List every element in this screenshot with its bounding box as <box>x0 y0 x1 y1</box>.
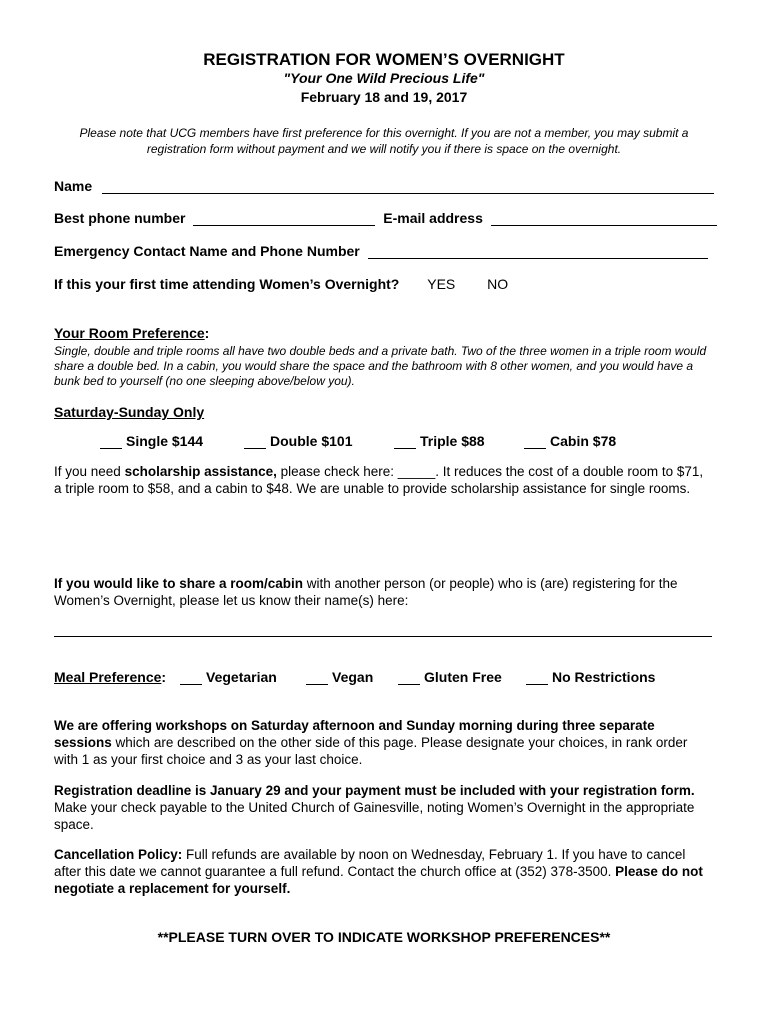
share-bold: If you would like to share a room/cabin <box>54 576 304 591</box>
email-field[interactable] <box>491 211 717 226</box>
room-option-label: Single $144 <box>126 433 204 449</box>
cancellation-paragraph <box>54 846 714 897</box>
checkbox-line <box>526 672 548 685</box>
checkbox-line <box>100 436 122 449</box>
workshops-paragraph <box>54 717 714 768</box>
room-heading-text: Your Room Preference <box>54 325 205 341</box>
meal-option-label: Vegan <box>332 669 374 685</box>
phone-label: Best phone number <box>54 210 186 226</box>
meal-option-gluten-free[interactable] <box>398 669 502 685</box>
checkbox-line <box>306 672 328 685</box>
share-text: with another person (or people) who is (are) registering for the Women’s Overnight, please let us know their name(s) here: <box>54 576 678 608</box>
first-time-label: If this your first time attending Women’s Overnight? <box>54 276 400 292</box>
meal-option-vegetarian[interactable] <box>180 669 277 685</box>
name-label: Name <box>54 178 93 194</box>
no-option[interactable]: NO <box>487 276 509 292</box>
room-description: Single, double and triple rooms all have two double beds and a private bath. Two of the three women in a triple room would share a double bed. In a cabin, you would share the space and the bathroom with 8 other women, and you would have a bunk bed to yourself (no one sleeping above/below you). <box>54 344 707 388</box>
scholarship-text: please check here: _____. It reduces the cost of a double room to $71, a triple room to $58, and a cabin to $48. We are unable to provide scholarship assistance for single rooms. <box>54 464 704 496</box>
first-time-row <box>54 276 714 292</box>
event-subtitle: "Your One Wild Precious Life" <box>283 70 485 86</box>
emergency-row <box>54 243 714 259</box>
meal-option-no-restrictions[interactable] <box>526 669 655 685</box>
checkbox-line <box>524 436 546 449</box>
meal-colon: : <box>161 669 167 685</box>
page-title: REGISTRATION FOR WOMEN’S OVERNIGHT <box>203 50 565 69</box>
room-option-triple[interactable] <box>394 433 485 449</box>
emergency-label: Emergency Contact Name and Phone Number <box>54 243 360 259</box>
share-paragraph <box>54 575 714 609</box>
meal-option-label: Gluten Free <box>424 669 502 685</box>
meal-option-label: Vegetarian <box>206 669 277 685</box>
cancellation-warning: Please do not negotiate a replacement for yourself. <box>54 864 703 896</box>
meal-option-label: No Restrictions <box>552 669 656 685</box>
deadline-paragraph <box>54 782 714 833</box>
room-option-label: Double $101 <box>270 433 353 449</box>
room-option-cabin[interactable] <box>524 433 616 449</box>
checkbox-line <box>394 436 416 449</box>
workshops-bold: We are offering workshops on Saturday afternoon and Sunday morning during three separate sessions <box>54 718 655 750</box>
checkbox-line <box>244 436 266 449</box>
scholarship-bold: scholarship assistance, <box>124 464 277 479</box>
room-option-double[interactable] <box>244 433 352 449</box>
room-heading-colon: : <box>204 325 210 341</box>
deadline-text: Make your check payable to the United Church of Gainesville, noting Women’s Overnight in the appropriate space. <box>54 800 695 832</box>
room-subheading: Saturday-Sunday Only <box>54 404 205 420</box>
checkbox-line <box>398 672 420 685</box>
cancellation-heading: Cancellation Policy: <box>54 847 183 862</box>
meal-label: Meal Preference <box>54 669 162 685</box>
checkbox-line <box>180 672 202 685</box>
meal-option-vegan[interactable] <box>306 669 373 685</box>
room-heading <box>54 325 714 341</box>
room-option-label: Triple $88 <box>420 433 485 449</box>
deadline-bold: Registration deadline is January 29 and your payment must be included with your registration form. <box>54 783 695 798</box>
scholarship-intro: If you need <box>54 464 125 479</box>
room-option-single[interactable] <box>100 433 203 449</box>
phone-field[interactable] <box>193 211 375 226</box>
room-option-label: Cabin $78 <box>550 433 617 449</box>
workshops-text: which are described on the other side of this page. Please designate your choices, in rank order with 1 as your first choice and 3 as your last choice. <box>54 735 688 767</box>
yes-option[interactable]: YES <box>427 276 456 292</box>
scholarship-paragraph <box>54 463 714 497</box>
contact-row <box>54 210 714 226</box>
share-names-field[interactable] <box>54 636 712 637</box>
membership-note: Please note that UCG members have first preference for this overnight. If you are not a member, you may submit a registration form without payment and we will notify you if there is space on the overnight. <box>79 126 689 156</box>
event-dates: February 18 and 19, 2017 <box>300 89 468 105</box>
name-row <box>54 178 714 194</box>
name-field[interactable] <box>102 179 714 194</box>
cancellation-text: Full refunds are available by noon on Wednesday, February 1. If you have to cancel after this date we cannot guarantee a full refund. Contact the church office at (352) 378-3500. <box>54 847 686 879</box>
emergency-field[interactable] <box>368 244 708 259</box>
turn-over-notice: **PLEASE TURN OVER TO INDICATE WORKSHOP PREFERENCES** <box>157 929 611 945</box>
email-label: E-mail address <box>383 210 483 226</box>
